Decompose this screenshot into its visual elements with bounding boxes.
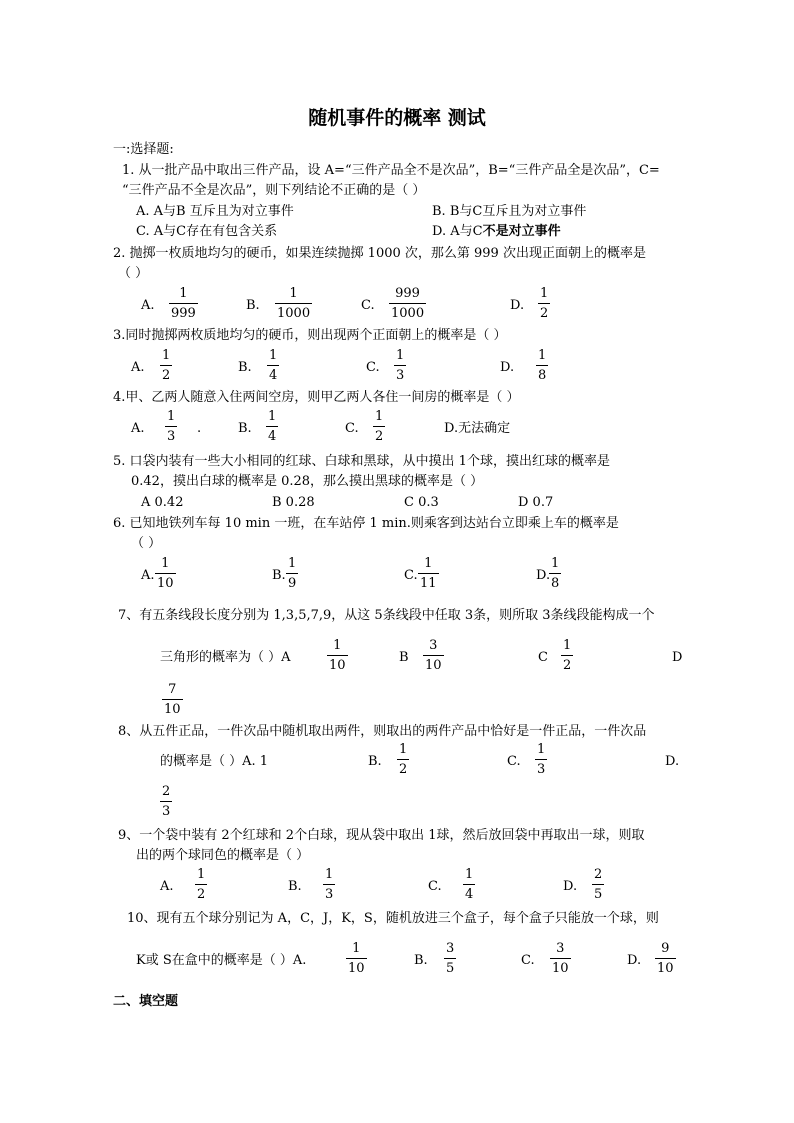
denominator: 2 (162, 368, 171, 383)
numerator: 3 (556, 941, 565, 956)
numerator: 1 (179, 286, 188, 301)
q2-option-a-fraction (169, 286, 198, 321)
q4-option-c-fraction (373, 409, 385, 444)
denominator: 1000 (277, 306, 311, 321)
numerator: 1 (399, 742, 408, 757)
fraction-bar (550, 958, 571, 959)
numerator: 1 (551, 556, 560, 571)
q3-option-a-label: A. (131, 360, 145, 375)
q6-option-d-label: D. (536, 568, 551, 583)
q10-option-d-fraction (655, 941, 676, 976)
section-choice-heading: 一:选择题: (113, 142, 174, 157)
q6-option-c-fraction (418, 556, 439, 591)
q1-option-b: B. B与C互斥且为对立事件 (432, 204, 587, 219)
q2-option-d-label: D. (510, 298, 525, 313)
q8-stem-line2: 的概率是（ ）A. 1 (160, 754, 269, 769)
fraction-bar (536, 365, 548, 366)
q2-stem-line2: （ ） (118, 266, 149, 281)
numerator: 1 (325, 867, 334, 882)
fraction-bar (535, 759, 547, 760)
q4-option-a-label: A. (131, 421, 145, 436)
q6-stem-line1: 6. 已知地铁列车每 10 min 一班，在车站停 1 min.则乘客到达站台立即乘上车的概率是 (113, 516, 619, 531)
numerator: 1 (197, 867, 206, 882)
fraction-bar (561, 655, 573, 656)
q9-option-d-label: D. (563, 879, 578, 894)
denominator: 2 (540, 306, 549, 321)
q1-option-a: A. A与B 互斥且为对立事件 (136, 204, 294, 219)
denominator: 2 (375, 429, 384, 444)
fraction-bar (323, 884, 335, 885)
fraction-bar (418, 573, 439, 574)
q10-option-a-fraction (346, 941, 367, 976)
denominator: 999 (171, 306, 196, 321)
q7-option-a-fraction (327, 638, 348, 673)
denominator: 11 (420, 576, 437, 591)
numerator: 1 (375, 409, 384, 424)
q7-stem-line2: 三角形的概率为（ ）A (160, 650, 291, 665)
q10-stem-line1: 10、现有五个球分别记为 A，C，J，K，S，随机放进三个盒子，每个盒子只能放一个球，则 (127, 911, 659, 926)
numerator: 1 (563, 638, 572, 653)
q3-option-c-fraction (394, 348, 406, 383)
q2-stem-line1: 2. 抛掷一枚质地均匀的硬币，如果连续抛掷 1000 次，那么第 999 次出现正面朝上的概率是 (113, 246, 646, 261)
q4-option-a-dot: . (197, 421, 202, 436)
numerator: 1 (538, 348, 547, 363)
denominator: 1000 (391, 306, 425, 321)
q2-option-b-label: B. (246, 298, 260, 313)
q10-option-b-fraction (444, 941, 456, 976)
fraction-bar (195, 884, 207, 885)
fraction-bar (423, 655, 444, 656)
numerator: 3 (429, 638, 438, 653)
numerator: 1 (424, 556, 433, 571)
fraction-bar (162, 699, 183, 700)
q9-stem-line1: 9、一个袋中装有 2个红球和 2个白球，现从袋中取出 1球，然后放回袋中再取出一球，则取 (118, 828, 645, 843)
denominator: 3 (162, 804, 171, 819)
denominator: 5 (446, 961, 455, 976)
fraction-bar (327, 655, 348, 656)
q8-option-c-label: C. (507, 754, 521, 769)
fraction-bar (160, 365, 172, 366)
numerator: 1 (540, 286, 549, 301)
denominator: 4 (269, 368, 278, 383)
numerator: 7 (168, 682, 177, 697)
q2-option-b-fraction (275, 286, 312, 321)
q4-option-b-fraction (266, 409, 278, 444)
denominator: 4 (465, 887, 474, 902)
numerator: 1 (268, 409, 277, 424)
q2-option-a-label: A. (141, 298, 155, 313)
q6-option-b-label: B. (272, 568, 286, 583)
fraction-bar (463, 884, 475, 885)
q9-option-b-fraction (323, 867, 335, 902)
numerator: 1 (269, 348, 278, 363)
fraction-bar (373, 426, 385, 427)
denominator: 8 (551, 576, 560, 591)
denominator: 2 (563, 658, 572, 673)
q5-stem-line2: 0.42，摸出白球的概率是 0.28，那么摸出黑球的概率是（ ） (131, 474, 484, 489)
q9-option-c-label: C. (428, 879, 442, 894)
numerator: 1 (396, 348, 405, 363)
q7-option-b-label: B (399, 650, 409, 665)
q4-option-c-label: C. (345, 421, 359, 436)
numerator: 1 (465, 867, 474, 882)
q8-option-b-fraction (397, 742, 409, 777)
fraction-bar (160, 801, 172, 802)
q7-option-b-fraction (423, 638, 444, 673)
fraction-bar (394, 365, 406, 366)
q5-stem-line1: 5. 口袋内装有一些大小相同的红球、白球和黑球，从中摸出 1个球，摸出红球的概率是 (113, 454, 610, 469)
fraction-bar (267, 365, 279, 366)
q6-option-c-label: C. (404, 568, 418, 583)
q10-option-d-label: D. (627, 953, 642, 968)
q1-option-c: C. A与C存在有包含关系 (136, 224, 278, 239)
q5-option-a: A 0.42 (141, 495, 184, 510)
q8-option-b-label: B. (368, 754, 382, 769)
q1-stem-line1: 1. 从一批产品中取出三件产品，设 A=“三件产品全不是次品”，B=“三件产品全是次品”，C= (122, 163, 660, 178)
fraction-bar (655, 958, 676, 959)
fraction-bar (549, 573, 561, 574)
q3-option-d-label: D. (500, 360, 515, 375)
fraction-bar (169, 303, 198, 304)
q9-option-a-label: A. (160, 879, 174, 894)
q9-option-d-fraction (592, 867, 604, 902)
q9-option-b-label: B. (288, 879, 302, 894)
q8-option-d-fraction (160, 784, 172, 819)
q10-stem-line2: K或 S在盒中的概率是（ ）A. (136, 953, 307, 968)
denominator: 10 (164, 702, 181, 717)
q6-option-a-fraction (155, 556, 176, 591)
denominator: 10 (425, 658, 442, 673)
q2-option-c-label: C. (361, 298, 375, 313)
numerator: 1 (288, 556, 297, 571)
denominator: 2 (197, 887, 206, 902)
q1-option-d-label: D. A与C (432, 224, 483, 239)
numerator: 1 (537, 742, 546, 757)
fraction-bar (592, 884, 604, 885)
numerator: 1 (167, 409, 176, 424)
numerator: 2 (594, 867, 603, 882)
q10-option-c-label: C. (521, 953, 535, 968)
q3-option-b-label: B. (238, 360, 252, 375)
fraction-bar (286, 573, 298, 574)
q7-option-d-label: D (672, 650, 683, 665)
denominator: 10 (157, 576, 174, 591)
fraction-bar (389, 303, 426, 304)
numerator: 2 (162, 784, 171, 799)
q9-stem-line2: 出的两个球同色的概率是（ ） (136, 848, 310, 863)
q7-option-c-label: C (538, 650, 548, 665)
q9-option-a-fraction (195, 867, 207, 902)
q1-option-d (432, 224, 561, 240)
fraction-bar (155, 573, 176, 574)
q6-stem-line2: （ ） (131, 536, 162, 551)
denominator: 3 (537, 762, 546, 777)
q2-option-c-fraction (389, 286, 426, 321)
q3-option-d-fraction (536, 348, 548, 383)
q3-option-b-fraction (267, 348, 279, 383)
fraction-bar (397, 759, 409, 760)
denominator: 3 (396, 368, 405, 383)
denominator: 10 (329, 658, 346, 673)
q3-option-c-label: C. (366, 360, 380, 375)
q5-option-d: D 0.7 (518, 495, 554, 510)
fraction-bar (538, 303, 550, 304)
q8-stem-line1: 8、从五件正品，一件次品中随机取出两件，则取出的两件产品中恰好是一件正品，一件次品 (118, 724, 647, 739)
denominator: 5 (594, 887, 603, 902)
q4-stem: 4.甲、乙两人随意入住两间空房，则甲乙两人各住一间房的概率是（ ） (113, 390, 520, 405)
denominator: 2 (399, 762, 408, 777)
numerator: 1 (289, 286, 298, 301)
numerator: 1 (162, 348, 171, 363)
q3-stem: 3.同时抛掷两枚质地均匀的硬币，则出现两个正面朝上的概率是（ ） (113, 328, 507, 343)
numerator: 999 (395, 286, 420, 301)
q8-option-c-fraction (535, 742, 547, 777)
denominator: 10 (348, 961, 365, 976)
q8-option-d-label: D. (665, 754, 680, 769)
q6-option-b-fraction (286, 556, 298, 591)
q5-option-b: B 0.28 (272, 495, 315, 510)
denominator: 4 (268, 429, 277, 444)
fraction-bar (275, 303, 312, 304)
q7-option-d-fraction (162, 682, 183, 717)
q4-option-b-label: B. (238, 421, 252, 436)
q9-option-c-fraction (463, 867, 475, 902)
denominator: 3 (325, 887, 334, 902)
numerator: 1 (161, 556, 170, 571)
q7-stem-line1: 7、有五条线段长度分别为 1,3,5,7,9，从这 5条线段中任取 3条，则所取 3条线段能构成一个 (118, 608, 655, 623)
numerator: 1 (333, 638, 342, 653)
denominator: 9 (288, 576, 297, 591)
q10-option-b-label: B. (414, 953, 428, 968)
denominator: 10 (552, 961, 569, 976)
q4-option-a-fraction (165, 409, 177, 444)
fraction-bar (346, 958, 367, 959)
denominator: 10 (657, 961, 674, 976)
page-title: 随机事件的概率 测试 (308, 107, 486, 129)
q10-option-c-fraction (550, 941, 571, 976)
numerator: 3 (446, 941, 455, 956)
q4-option-d: D.无法确定 (444, 421, 511, 436)
q6-option-a-label: A. (141, 568, 155, 583)
q5-option-c: C 0.3 (404, 495, 439, 510)
q1-option-d-emphasis: 不是对立事件 (482, 224, 561, 239)
numerator: 1 (352, 941, 361, 956)
fraction-bar (165, 426, 177, 427)
fraction-bar (444, 958, 456, 959)
q6-option-d-fraction (549, 556, 561, 591)
denominator: 3 (167, 429, 176, 444)
fraction-bar (266, 426, 278, 427)
section-fill-in-heading: 二、填空题 (113, 994, 179, 1009)
numerator: 9 (661, 941, 670, 956)
q3-option-a-fraction (160, 348, 172, 383)
q7-option-c-fraction (561, 638, 573, 673)
q1-stem-line2: “三件产品不全是次品”，则下列结论不正确的是（ ） (122, 183, 426, 198)
denominator: 8 (538, 368, 547, 383)
q2-option-d-fraction (538, 286, 550, 321)
